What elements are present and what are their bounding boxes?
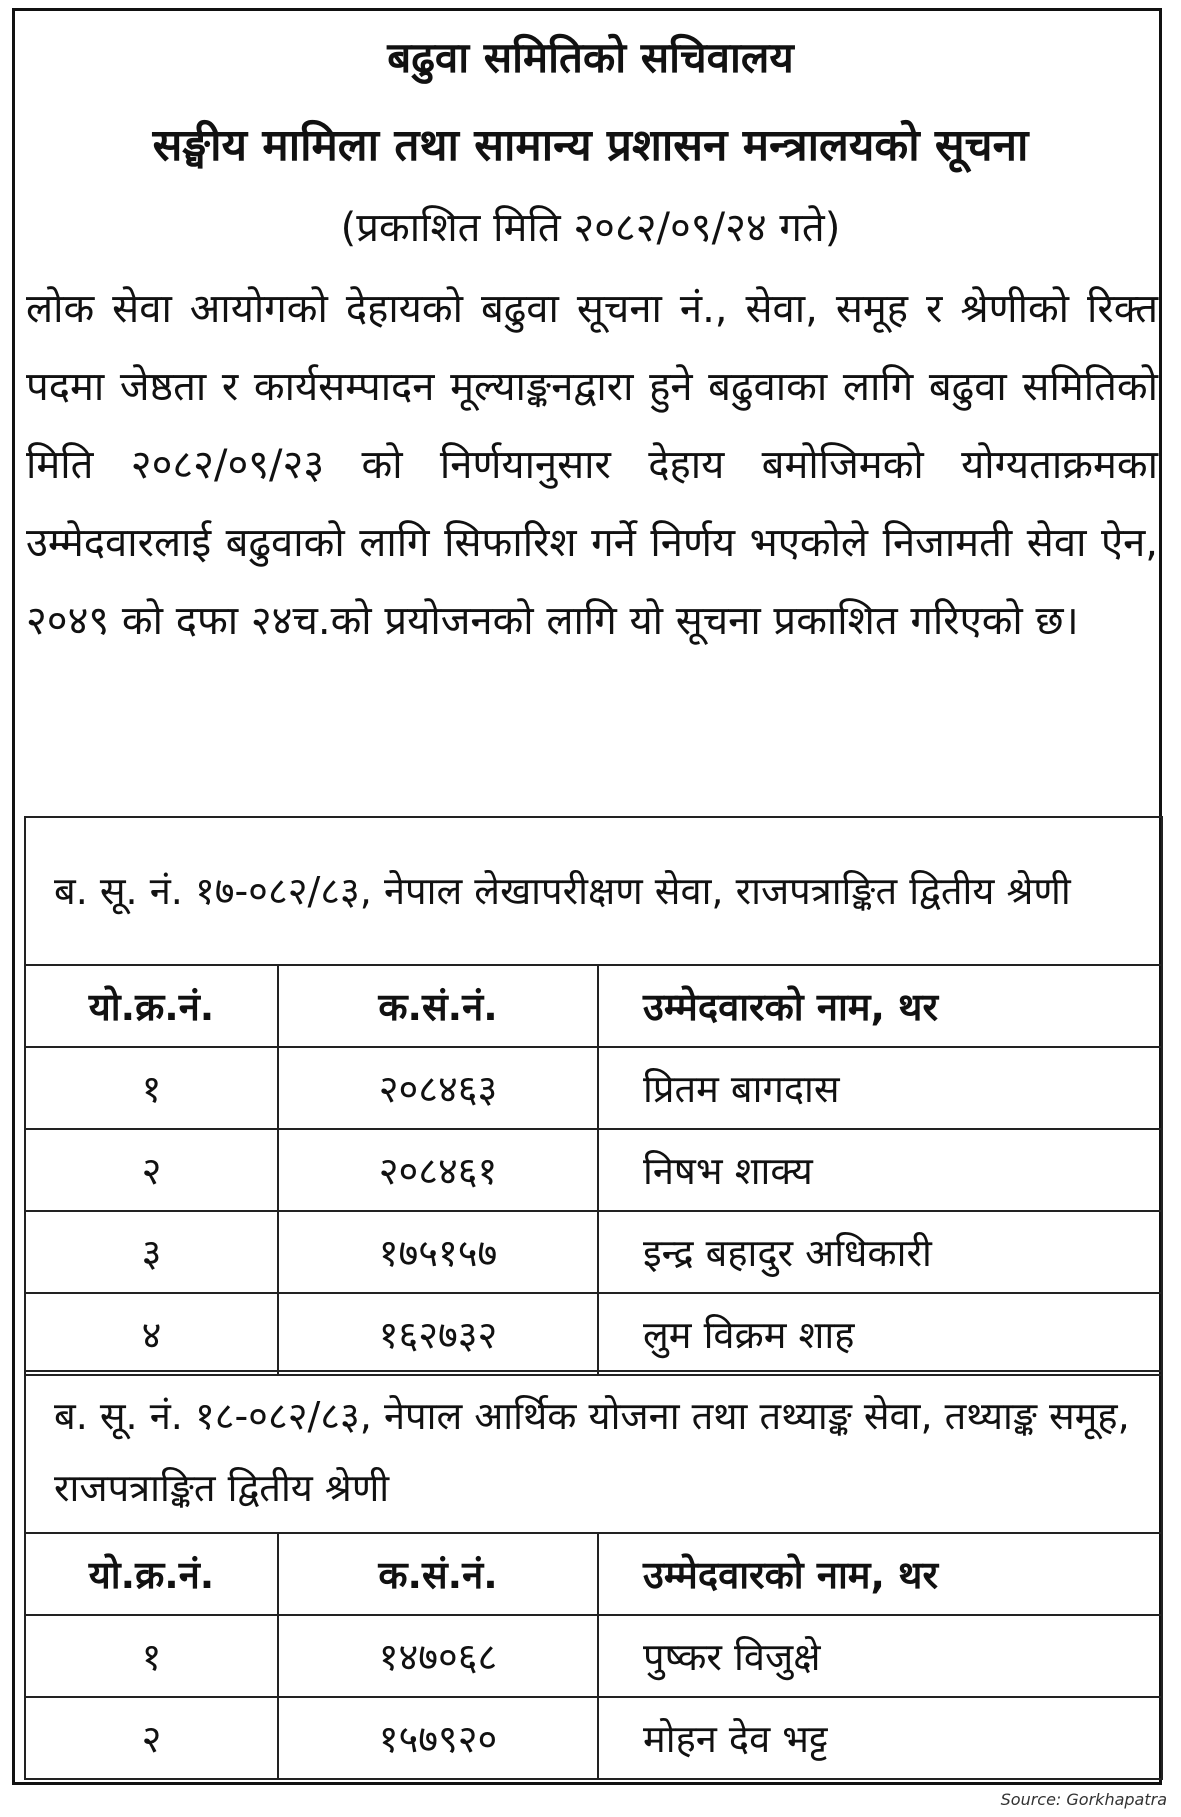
name-cell: इन्द्र बहादुर अधिकारी bbox=[598, 1211, 1162, 1293]
serial-cell: १ bbox=[25, 1615, 278, 1697]
roll-cell: २०८४६१ bbox=[278, 1129, 598, 1211]
notice-publish-date: (प्रकाशित मिति २०८२/०९/२४ गते) bbox=[340, 205, 841, 251]
column-header-roll: क.सं.नं. bbox=[278, 1533, 598, 1615]
notice-office-title: बढुवा समितिको सचिवालय bbox=[387, 33, 794, 82]
name-cell: मोहन देव भट्ट bbox=[598, 1697, 1162, 1779]
source-credit: Source: Gorkhapatra bbox=[1000, 1790, 1167, 1809]
table-row bbox=[25, 1697, 1162, 1779]
table-row bbox=[25, 1615, 1162, 1697]
name-cell: निषभ शाक्य bbox=[598, 1129, 1162, 1211]
roll-cell: १५७९२० bbox=[278, 1697, 598, 1779]
promotion-table-2 bbox=[24, 1370, 1163, 1780]
table-row bbox=[25, 1211, 1162, 1293]
column-header-name: उम्मेदवारको नाम, थर bbox=[598, 965, 1162, 1047]
notice-paragraph: लोक सेवा आयोगको देहायको बढुवा सूचना नं., सेवा, समूह र श्रेणीको रिक्त पदमा जेष्ठता र कार्यसम्पादन मूल्याङ्कनद्वारा हुने बढुवाका लागि बढुवा समितिको मिति २०८२/०९/२३ को निर्णयानुसार देहाय बमोजिमको योग्यताक्रमका उम्मेदवारलाई बढुवाको लागि सिफारिश गर्ने निर्णय भएकोले निजामती सेवा ऐन, २०४९ को दफा २४च.को प्रयोजनको लागि यो सूचना प्रकाशित गरिएको छ। bbox=[26, 286, 1158, 644]
serial-cell: ३ bbox=[25, 1211, 278, 1293]
column-header-serial: यो.क्र.नं. bbox=[25, 1533, 278, 1615]
column-header-roll: क.सं.नं. bbox=[278, 965, 598, 1047]
roll-cell: १७५१५७ bbox=[278, 1211, 598, 1293]
name-cell: पुष्कर विजुक्षे bbox=[598, 1615, 1162, 1697]
column-header-serial: यो.क्र.नं. bbox=[25, 965, 278, 1047]
serial-cell: ४ bbox=[25, 1293, 278, 1375]
table-header-row bbox=[25, 1533, 1162, 1615]
roll-cell: २०८४६३ bbox=[278, 1047, 598, 1129]
roll-cell: १४७०६८ bbox=[278, 1615, 598, 1697]
section-title: ब. सू. नं. १८-०८२/८३, नेपाल आर्थिक योजना तथा तथ्याङ्क सेवा, तथ्याङ्क समूह, राजपत्राङ्कित द्वितीय श्रेणी bbox=[25, 1371, 1162, 1533]
table-header-row bbox=[25, 965, 1162, 1047]
table-row bbox=[25, 1047, 1162, 1129]
table-row bbox=[25, 1129, 1162, 1211]
notice-ministry-title: सङ्घीय मामिला तथा सामान्य प्रशासन मन्त्रालयको सूचना bbox=[152, 120, 1029, 171]
column-header-name: उम्मेदवारको नाम, थर bbox=[598, 1533, 1162, 1615]
serial-cell: १ bbox=[25, 1047, 278, 1129]
name-cell: लुम विक्रम शाह bbox=[598, 1293, 1162, 1375]
roll-cell: १६२७३२ bbox=[278, 1293, 598, 1375]
table-row bbox=[25, 1293, 1162, 1375]
name-cell: प्रितम बागदास bbox=[598, 1047, 1162, 1129]
section-title: ब. सू. नं. १७-०८२/८३, नेपाल लेखापरीक्षण सेवा, राजपत्राङ्कित द्वितीय श्रेणी bbox=[25, 817, 1162, 965]
serial-cell: २ bbox=[25, 1129, 278, 1211]
promotion-table-1 bbox=[24, 816, 1163, 1376]
serial-cell: २ bbox=[25, 1697, 278, 1779]
